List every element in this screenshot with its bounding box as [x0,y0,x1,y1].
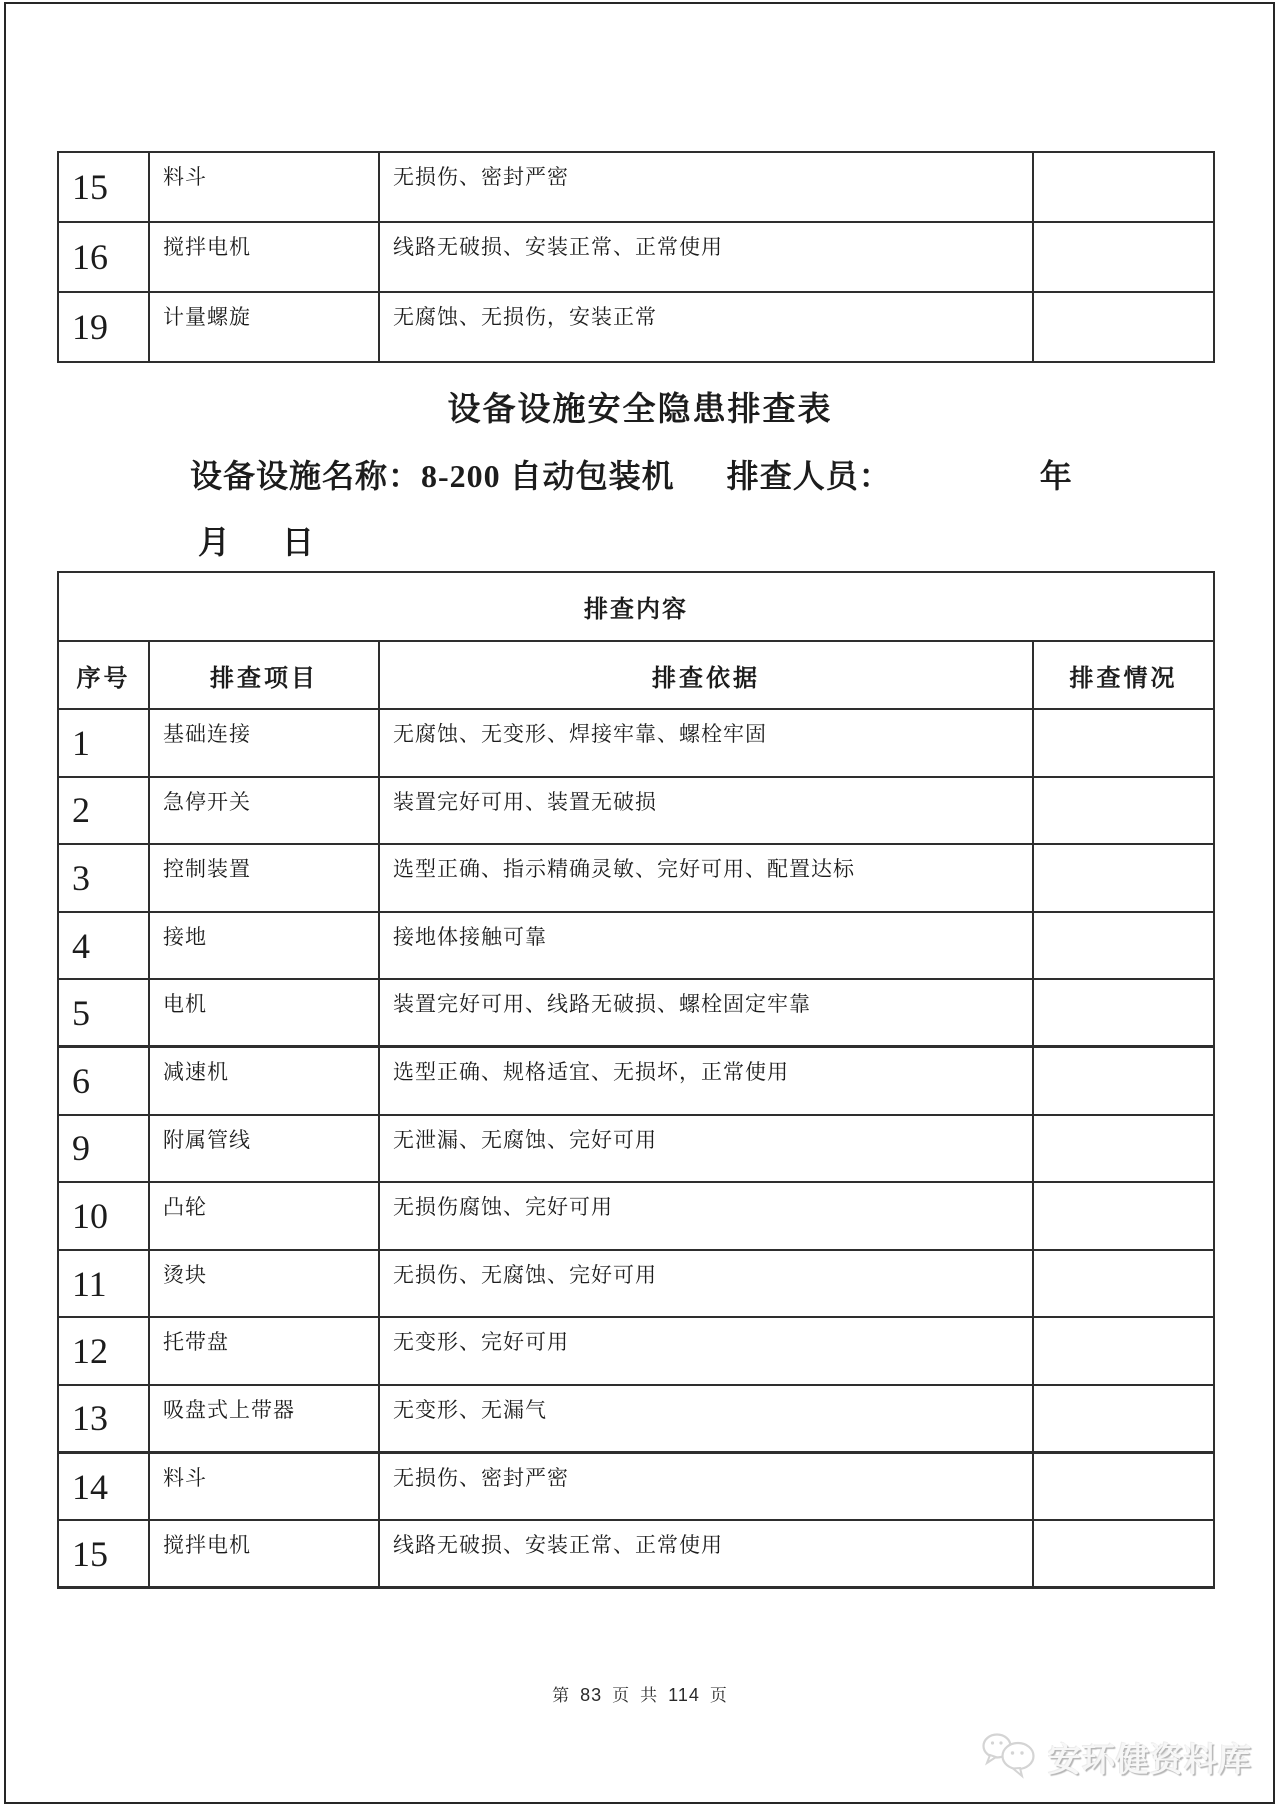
section-header: 排查内容 [58,572,1214,641]
row-number: 15 [58,1520,149,1588]
row-number: 13 [58,1385,149,1453]
table-row [58,1453,1214,1521]
inspection-table [57,571,1215,1589]
row-status [1033,1520,1214,1588]
continuation-table [57,151,1215,363]
row-basis: 无腐蚀、无变形、焊接牢靠、螺栓牢固 [379,709,1033,777]
device-name-label: 设备设施名称： [190,458,422,494]
table-row [58,777,1214,845]
row-number: 11 [58,1250,149,1318]
column-header-no: 序号 [58,641,149,709]
table-row [58,222,1214,292]
row-status [1033,152,1214,222]
row-status [1033,1182,1214,1250]
row-item: 控制装置 [149,844,379,912]
row-number: 12 [58,1317,149,1385]
row-number: 19 [58,292,149,362]
table-row [58,292,1214,362]
row-basis: 装置完好可用、装置无破损 [379,777,1033,845]
watermark [980,1731,1252,1784]
column-header-status: 排查情况 [1033,641,1214,709]
table-row [58,1385,1214,1453]
page-number-footer [0,1681,1280,1706]
row-status [1033,1047,1214,1115]
row-basis: 无损伤、密封严密 [379,152,1033,222]
table-row [58,1182,1214,1250]
row-status [1033,1453,1214,1521]
row-number: 15 [58,152,149,222]
row-item: 托带盘 [149,1317,379,1385]
row-item: 搅拌电机 [149,222,379,292]
row-basis: 无损伤、无腐蚀、完好可用 [379,1250,1033,1318]
row-number: 14 [58,1453,149,1521]
row-item: 接地 [149,912,379,980]
row-number: 5 [58,979,149,1047]
row-item: 料斗 [149,152,379,222]
row-status [1033,1317,1214,1385]
row-basis: 无腐蚀、无损伤，安装正常 [379,292,1033,362]
column-header-item: 排查项目 [149,641,379,709]
row-number: 2 [58,777,149,845]
footer-suffix: 页 [709,1686,728,1705]
row-status [1033,1115,1214,1183]
footer-prefix: 第 [552,1686,571,1705]
column-header-row [58,641,1214,709]
row-number: 9 [58,1115,149,1183]
row-basis: 无损伤、密封严密 [379,1453,1033,1521]
row-number: 4 [58,912,149,980]
column-header-basis: 排查依据 [379,641,1033,709]
footer-page-number: 83 [580,1685,603,1705]
row-basis: 线路无破损、安装正常、正常使用 [379,1520,1033,1588]
year-label: 年 [1039,458,1073,494]
row-status [1033,979,1214,1047]
row-status [1033,1385,1214,1453]
table-row [58,1317,1214,1385]
row-status [1033,222,1214,292]
row-status [1033,1250,1214,1318]
row-item: 基础连接 [149,709,379,777]
row-basis: 选型正确、规格适宜、无损坏，正常使用 [379,1047,1033,1115]
footer-total-word: 共 [640,1686,659,1705]
table-row [58,1250,1214,1318]
row-number: 10 [58,1182,149,1250]
table-row [58,152,1214,222]
inspector-label: 排查人员： [726,458,892,494]
footer-page-word: 页 [612,1686,631,1705]
row-number: 1 [58,709,149,777]
device-info-line [190,451,1073,497]
row-number: 3 [58,844,149,912]
watermark-text: 安环健资料库 [1048,1741,1252,1778]
row-basis: 无损伤腐蚀、完好可用 [379,1182,1033,1250]
row-item: 附属管线 [149,1115,379,1183]
table-row [58,1115,1214,1183]
row-basis: 接地体接触可靠 [379,912,1033,980]
table-row [58,709,1214,777]
row-status [1033,912,1214,980]
row-item: 电机 [149,979,379,1047]
row-item: 急停开关 [149,777,379,845]
row-item: 凸轮 [149,1182,379,1250]
table-row [58,844,1214,912]
row-item: 减速机 [149,1047,379,1115]
row-item: 料斗 [149,1453,379,1521]
row-item: 烫块 [149,1250,379,1318]
footer-total-number: 114 [668,1685,700,1705]
month-day-line: 月 日 [198,524,325,560]
row-basis: 选型正确、指示精确灵敏、完好可用、配置达标 [379,844,1033,912]
row-basis: 无变形、完好可用 [379,1317,1033,1385]
chat-bubbles-icon [980,1731,1042,1784]
table-row [58,979,1214,1047]
row-basis: 无变形、无漏气 [379,1385,1033,1453]
page-title: 设备设施安全隐患排查表 [447,392,833,428]
table-row [58,912,1214,980]
row-status [1033,844,1214,912]
table-row [58,1520,1214,1588]
row-status [1033,777,1214,845]
table-row [58,1047,1214,1115]
row-basis: 无泄漏、无腐蚀、完好可用 [379,1115,1033,1183]
row-item: 搅拌电机 [149,1520,379,1588]
row-item: 吸盘式上带器 [149,1385,379,1453]
section-header-row [58,572,1214,641]
row-basis: 装置完好可用、线路无破损、螺栓固定牢靠 [379,979,1033,1047]
row-item: 计量螺旋 [149,292,379,362]
row-basis: 线路无破损、安装正常、正常使用 [379,222,1033,292]
device-name-value: 8-200 自动包装机 [421,458,675,494]
row-status [1033,292,1214,362]
row-number: 6 [58,1047,149,1115]
row-number: 16 [58,222,149,292]
row-status [1033,709,1214,777]
